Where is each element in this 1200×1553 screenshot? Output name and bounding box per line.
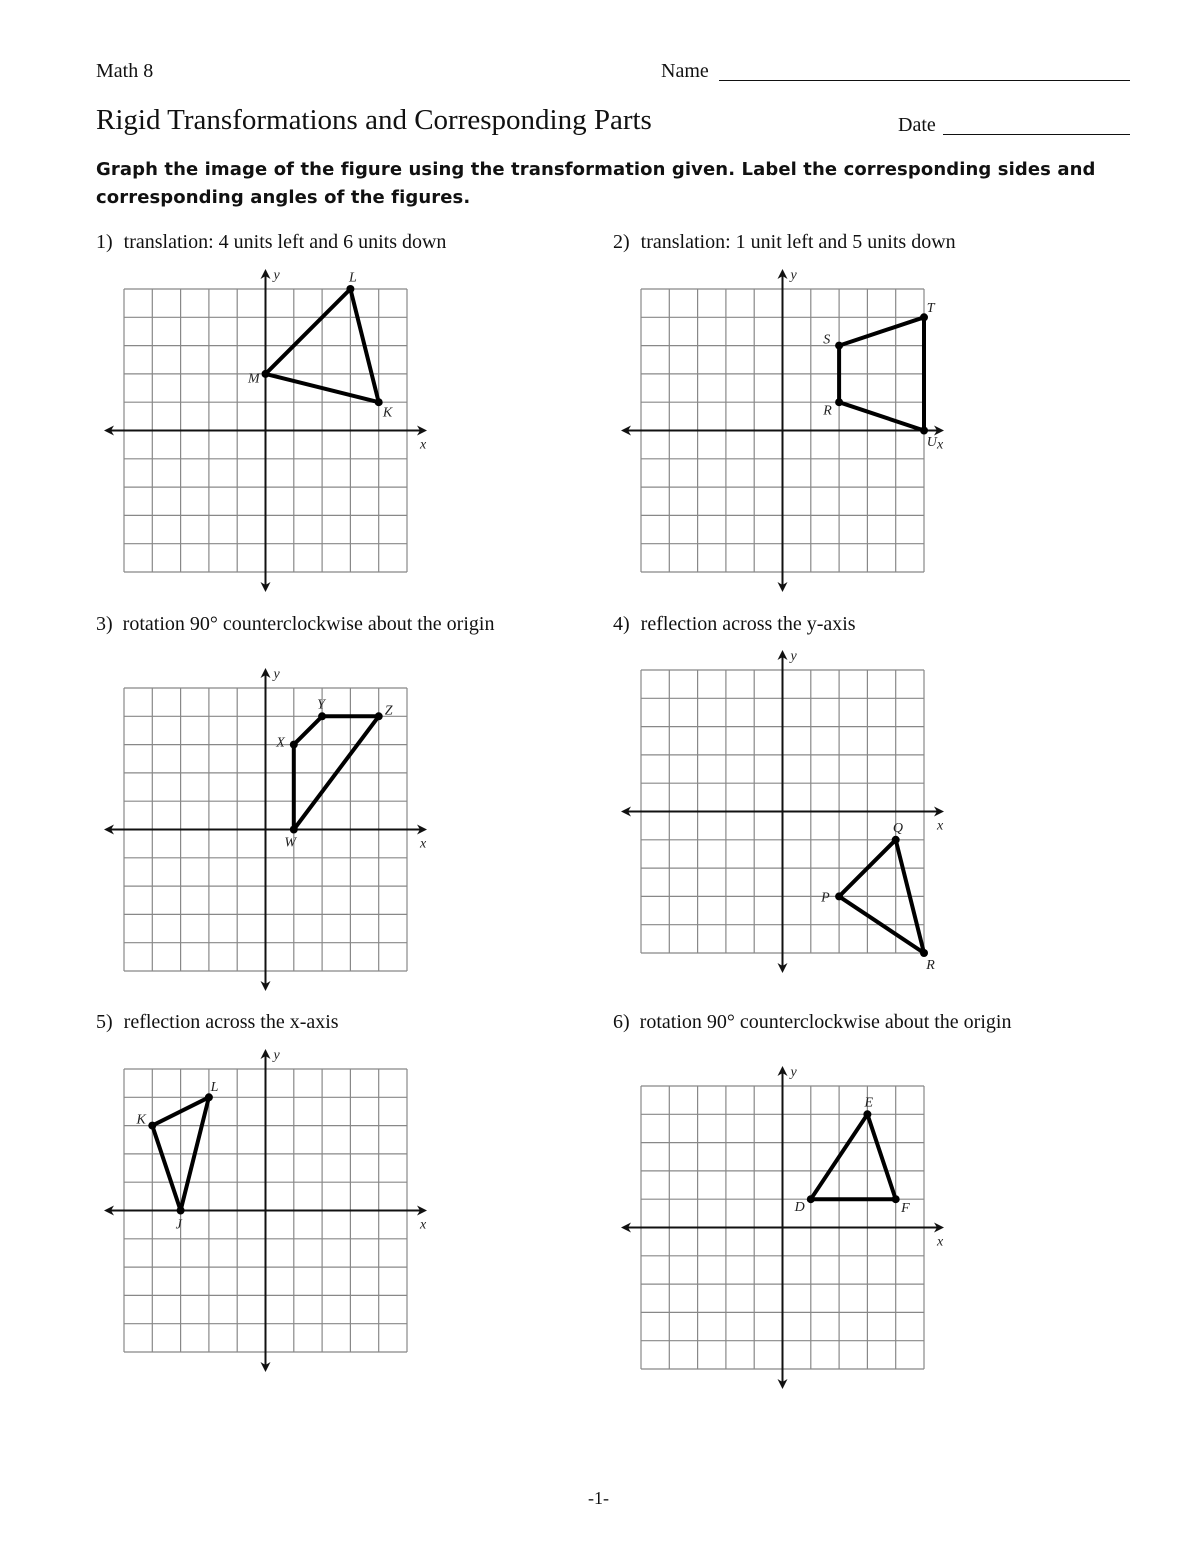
problem-text: reflection across the y-axis [640,613,856,635]
vertex-point [920,949,928,957]
date-label: Date [898,114,936,136]
vertex-point [318,712,326,720]
vertex-point [148,1122,156,1130]
figure [275,697,393,850]
problem-4 [613,615,856,633]
vertex-label: R [926,957,935,973]
x-axis-label: x [420,836,427,852]
vertex-label: J [175,1217,182,1233]
problem-5 [96,1013,339,1031]
vertex-point [863,1110,871,1118]
vertex-label: L [210,1080,219,1096]
date-field[interactable] [943,134,1130,135]
vertex-label: T [926,300,935,316]
page-number: -1- [588,1488,609,1508]
y-axis-label: y [790,1065,797,1080]
problem-text: translation: 4 units left and 6 units down [123,231,447,253]
coordinate-graph-6[interactable] [641,1065,944,1369]
y-axis-label: y [790,268,797,283]
x-axis-label: x [420,437,427,453]
vertex-point [262,370,270,378]
vertex-label: E [864,1095,874,1111]
vertex-label: W [284,835,297,851]
vertex-label: F [901,1201,910,1216]
y-axis-label: y [790,649,797,664]
problem-1 [96,233,446,251]
x-axis-label: x [937,1234,944,1250]
vertex-point [807,1195,815,1203]
name-field[interactable] [719,80,1130,81]
problem-6 [613,1013,1053,1031]
problem-text: rotation 90° counterclockwise about the origin [122,613,495,635]
problem-text: reflection across the x-axis [123,1011,339,1033]
vertex-point [375,712,383,720]
vertex-point [892,836,900,844]
vertex-label: Z [384,703,393,719]
course-label: Math 8 [96,60,154,82]
problem-number: 3) [96,613,113,635]
vertex-label: R [823,403,832,419]
y-axis-label: y [273,667,280,682]
vertex-point [920,427,928,435]
problem-number: 5) [96,1011,113,1033]
x-axis-label: x [937,437,944,453]
vertex-label: K [382,405,393,421]
vertex-point [346,285,354,293]
vertex-label: X [276,735,285,751]
vertex-label: K [136,1112,146,1128]
vertex-point [892,1195,900,1203]
vertex-label: S [823,332,831,348]
problem-number: 1) [96,231,113,253]
problem-3 [96,615,536,633]
problem-number: 6) [613,1011,630,1033]
vertex-label: M [248,371,260,387]
problem-text: rotation 90° counterclockwise about the origin [639,1011,1012,1033]
coordinate-graph-2[interactable] [641,268,944,572]
vertex-label: P [821,890,830,906]
problem-number: 4) [613,613,630,635]
coordinate-graph-3[interactable] [124,667,427,971]
x-axis-label: x [420,1217,427,1233]
coordinate-graph-5[interactable] [124,1048,427,1352]
vertex-label: Y [317,697,325,713]
problem-text: translation: 1 unit left and 5 units down [640,231,956,253]
vertex-point [375,398,383,406]
vertex-point [290,741,298,749]
instructions: Graph the image of the figure using the transformation given. Label the corresponding sides and corresponding angles of the figures. [96,159,1096,208]
vertex-point [290,826,298,834]
vertex-point [835,342,843,350]
name-label: Name [661,60,709,82]
coordinate-graph-1[interactable] [124,268,427,572]
y-axis-label: y [273,268,280,283]
vertex-label: L [348,270,357,286]
vertex-point [835,398,843,406]
vertex-point [835,892,843,900]
coordinate-graph-4[interactable] [641,649,944,973]
x-axis-label: x [937,818,944,834]
problem-number: 2) [613,231,630,253]
vertex-label: Q [892,820,903,836]
problem-2 [613,233,956,251]
vertex-label: D [794,1199,805,1215]
vertex-label: U [926,434,937,450]
page-title: Rigid Transformations and Corresponding Parts [96,104,652,136]
y-axis-label: y [273,1048,280,1063]
vertex-point [177,1207,185,1215]
